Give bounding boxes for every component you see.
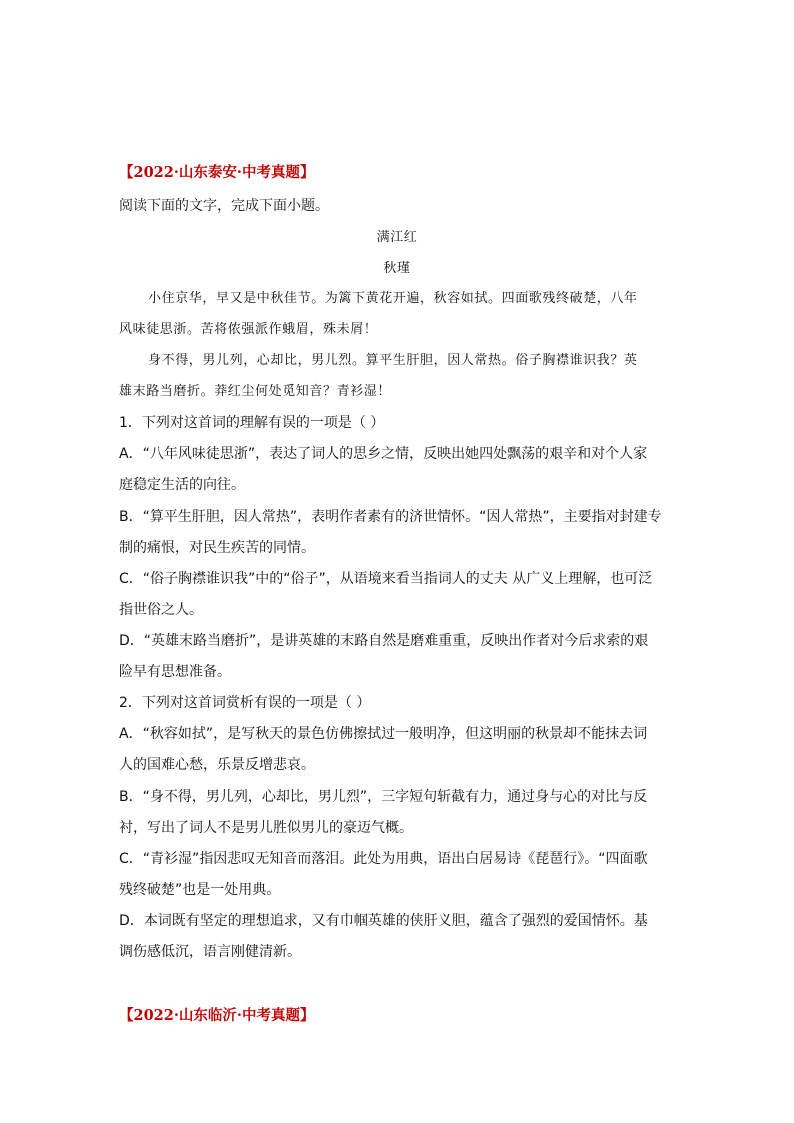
poem-line-2: 风味徒思浙。苦将侬强派作蛾眉，殊未屑！	[119, 322, 378, 337]
poem-title: 满江红	[376, 230, 418, 245]
q1-option-a-line2: 庭稳定生活的向往。	[119, 477, 245, 493]
reading-instruction: 阅读下面的文字，完成下面小题。	[119, 198, 329, 214]
poem-line-1: 小住京华，早又是中秋佳节。为篱下黄花开遍，秋容如拭。四面歌残终破楚，八年	[148, 291, 638, 306]
question-1-stem: 1．下列对这首词的理解有误的一项是（ ）	[119, 415, 385, 431]
poem-author: 秋瑾	[383, 261, 411, 276]
q1-option-c-line1: C．“俗子胸襟谁识我”中的“俗子”，从语境来看当指词人的丈夫 从广义上理解，也可泛	[119, 571, 653, 587]
q2-option-b-line2: 衬，写出了词人不是男儿胜似男儿的豪迈气概。	[119, 820, 413, 836]
q2-option-a-line1: A．“秋容如拭”，是写秋天的景色仿佛擦拭过一般明净，但这明丽的秋景却不能抹去词	[119, 726, 648, 742]
q2-option-c-line1: C．“青衫湿”指因悲叹无知音而落泪。此处为用典，语出白居易诗《琵琶行》。“四面歌	[119, 851, 648, 867]
section-heading-linyi: 【2022·山东临沂·中考真题】	[119, 1007, 315, 1024]
q2-option-d-line1: D．本词既有坚定的理想追求，又有巾帼英雄的侠肝义胆，蕴含了强烈的爱国情怀。基	[119, 913, 648, 929]
q1-option-b-line1: B．“算平生肝胆，因人常热”，表明作者素有的济世情怀。“因人常热”，主要指对封建专	[119, 509, 662, 525]
q1-option-b-line2: 制的痛恨，对民生疾苦的同情。	[119, 540, 315, 556]
section-heading-taian: 【2022·山东泰安·中考真题】	[119, 164, 315, 181]
q2-option-c-line2: 残终破楚”也是一处用典。	[119, 882, 281, 898]
q2-option-d-line2: 调伤感低沉，语言刚健清新。	[119, 944, 301, 960]
q1-option-a-line1: A．“八年风味徒思浙”，表达了词人的思乡之情，反映出她四处飘荡的艰辛和对个人家	[119, 446, 648, 462]
poem-line-4: 雄末路当磨折。莽红尘何处觅知音？青衫湿！	[119, 384, 392, 399]
q2-option-a-line2: 人的国难心愁，乐景反增悲哀。	[119, 757, 315, 773]
q1-option-d-line2: 险早有思想准备。	[119, 664, 231, 680]
question-2-stem: 2．下列对这首词赏析有误的一项是（ ）	[119, 695, 371, 711]
q1-option-c-line2: 指世俗之人。	[119, 602, 203, 618]
q1-option-d-line1: D．“英雄末路当磨折”，是讲英雄的末路自然是磨难重重，反映出作者对今后求索的艰	[119, 633, 649, 649]
q2-option-b-line1: B．“身不得，男儿列，心却比，男儿烈”，三字短句斩截有力，通过身与心的对比与反	[119, 789, 648, 805]
poem-line-3: 身不得，男儿列，心却比，男儿烈。算平生肝胆，因人常热。俗子胸襟谁识我？英	[148, 353, 638, 368]
